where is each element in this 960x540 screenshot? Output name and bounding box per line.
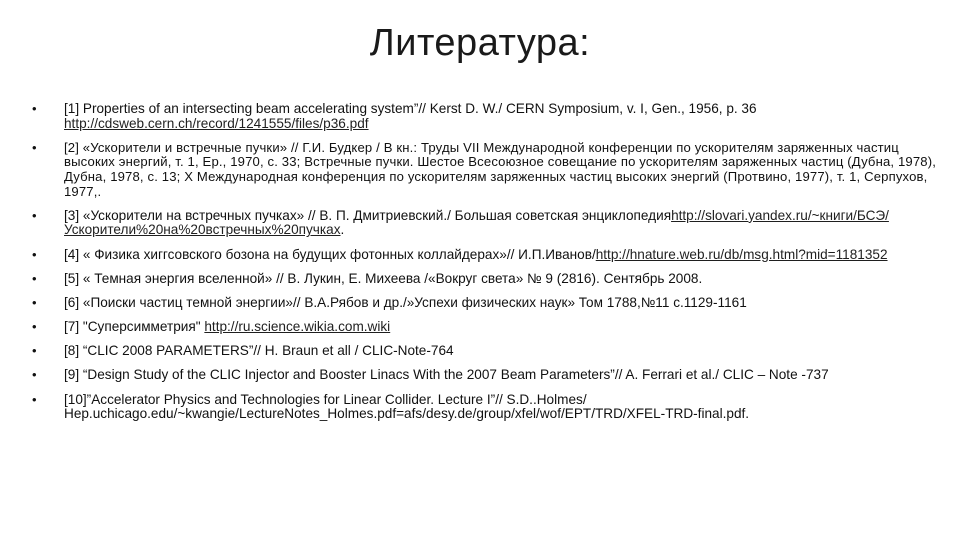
reference-link[interactable]: http://slovari.yandex.ru/~книги/БСЭ/Ускорители%20на%20встречных%20пучках <box>64 207 889 238</box>
reference-text: [8] “CLIC 2008 PARAMETERS”// H. Braun et all / CLIC-Note-764 <box>64 343 454 359</box>
reference-text: [10]”Accelerator Physics and Technologies for Linear Collider. Lecture I”// S.D..Holmes/ Hep.uchicago.edu/~kwangie/LectureNotes_Holmes.pdf=afs/desy.de/group/xfel/wof/EPT/TRD/XFEL-TRD-final.pdf. <box>64 391 750 422</box>
reference-link[interactable]: http://hnature.web.ru/db/msg.html?mid=1181352 <box>595 246 888 262</box>
reference-text: [2] «Ускорители и встречные пучки» // Г.И. Будкер / В кн.: Труды VII Международной конференции по ускорителям заряженных частиц высоких энергий, т. 1, Ер., 1970, с. 33; Встречные пучки. Шестое Всесоюзное совещание по ускорителям заряженных частиц (Дубна, 1978), Дубна, 1978, с. 13; X Международная конференция по ускорителям заряженных частиц высоких энергий (Протвино, 1977), т. 1, Серпухов, 1977,. <box>64 139 936 199</box>
reference-item-3 <box>32 209 952 238</box>
bullet-icon: • <box>32 139 37 155</box>
reference-text: [9] “Design Study of the CLIC Injector and Booster Linacs With the 2007 Beam Parameters”// A. Ferrari et al./ CLIC – Note -737 <box>64 367 829 383</box>
reference-item-1 <box>32 102 952 131</box>
reference-list <box>32 102 952 431</box>
reference-item-6 <box>32 296 952 311</box>
reference-text: [3] «Ускорители на встречных пучках» // В. П. Дмитриевский./ Большая советская энциклопедия <box>64 207 672 223</box>
bullet-icon: • <box>32 391 37 407</box>
bullet-icon: • <box>32 319 37 335</box>
reference-text: [7] "Суперсимметрия" <box>64 319 205 335</box>
reference-link[interactable]: http://ru.science.wikia.com.wiki <box>204 319 391 335</box>
reference-item-4 <box>32 248 952 263</box>
reference-text: [1] Properties of an intersecting beam accelerating system”// Kerst D. W./ CERN Symposium, v. I, Gen., 1956, p. 36 <box>64 101 757 116</box>
bullet-icon: • <box>32 270 37 286</box>
slide-title: Литература: <box>369 22 591 64</box>
reference-item-9 <box>32 368 952 383</box>
bullet-icon: • <box>32 294 37 310</box>
reference-item-7 <box>32 320 952 335</box>
reference-text-after: . <box>340 222 345 238</box>
reference-text: [5] « Темная энергия вселенной» // В. Лукин, Е. Михеева /«Вокруг света» № 9 (2816). Сентябрь 2008. <box>64 270 703 286</box>
bullet-icon: • <box>32 367 37 383</box>
reference-link[interactable]: http://cdsweb.cern.ch/record/1241555/files/p36.pdf <box>64 115 369 131</box>
bullet-icon: • <box>32 246 37 262</box>
reference-text: [4] « Физика хиггсовского бозона на будущих фотонных коллайдерах»// И.П.Иванов/ <box>64 246 596 262</box>
reference-item-2 <box>32 141 952 199</box>
reference-item-5 <box>32 272 952 287</box>
reference-item-10 <box>32 393 952 422</box>
reference-text: [6] «Поиски частиц темной энергии»// В.А.Рябов и др./»Успехи физических наук» Том 1788,№11 с.1129-1161 <box>64 294 747 310</box>
bullet-icon: • <box>32 101 37 116</box>
bullet-icon: • <box>32 343 37 359</box>
reference-item-8 <box>32 344 952 359</box>
bullet-icon: • <box>32 207 37 223</box>
